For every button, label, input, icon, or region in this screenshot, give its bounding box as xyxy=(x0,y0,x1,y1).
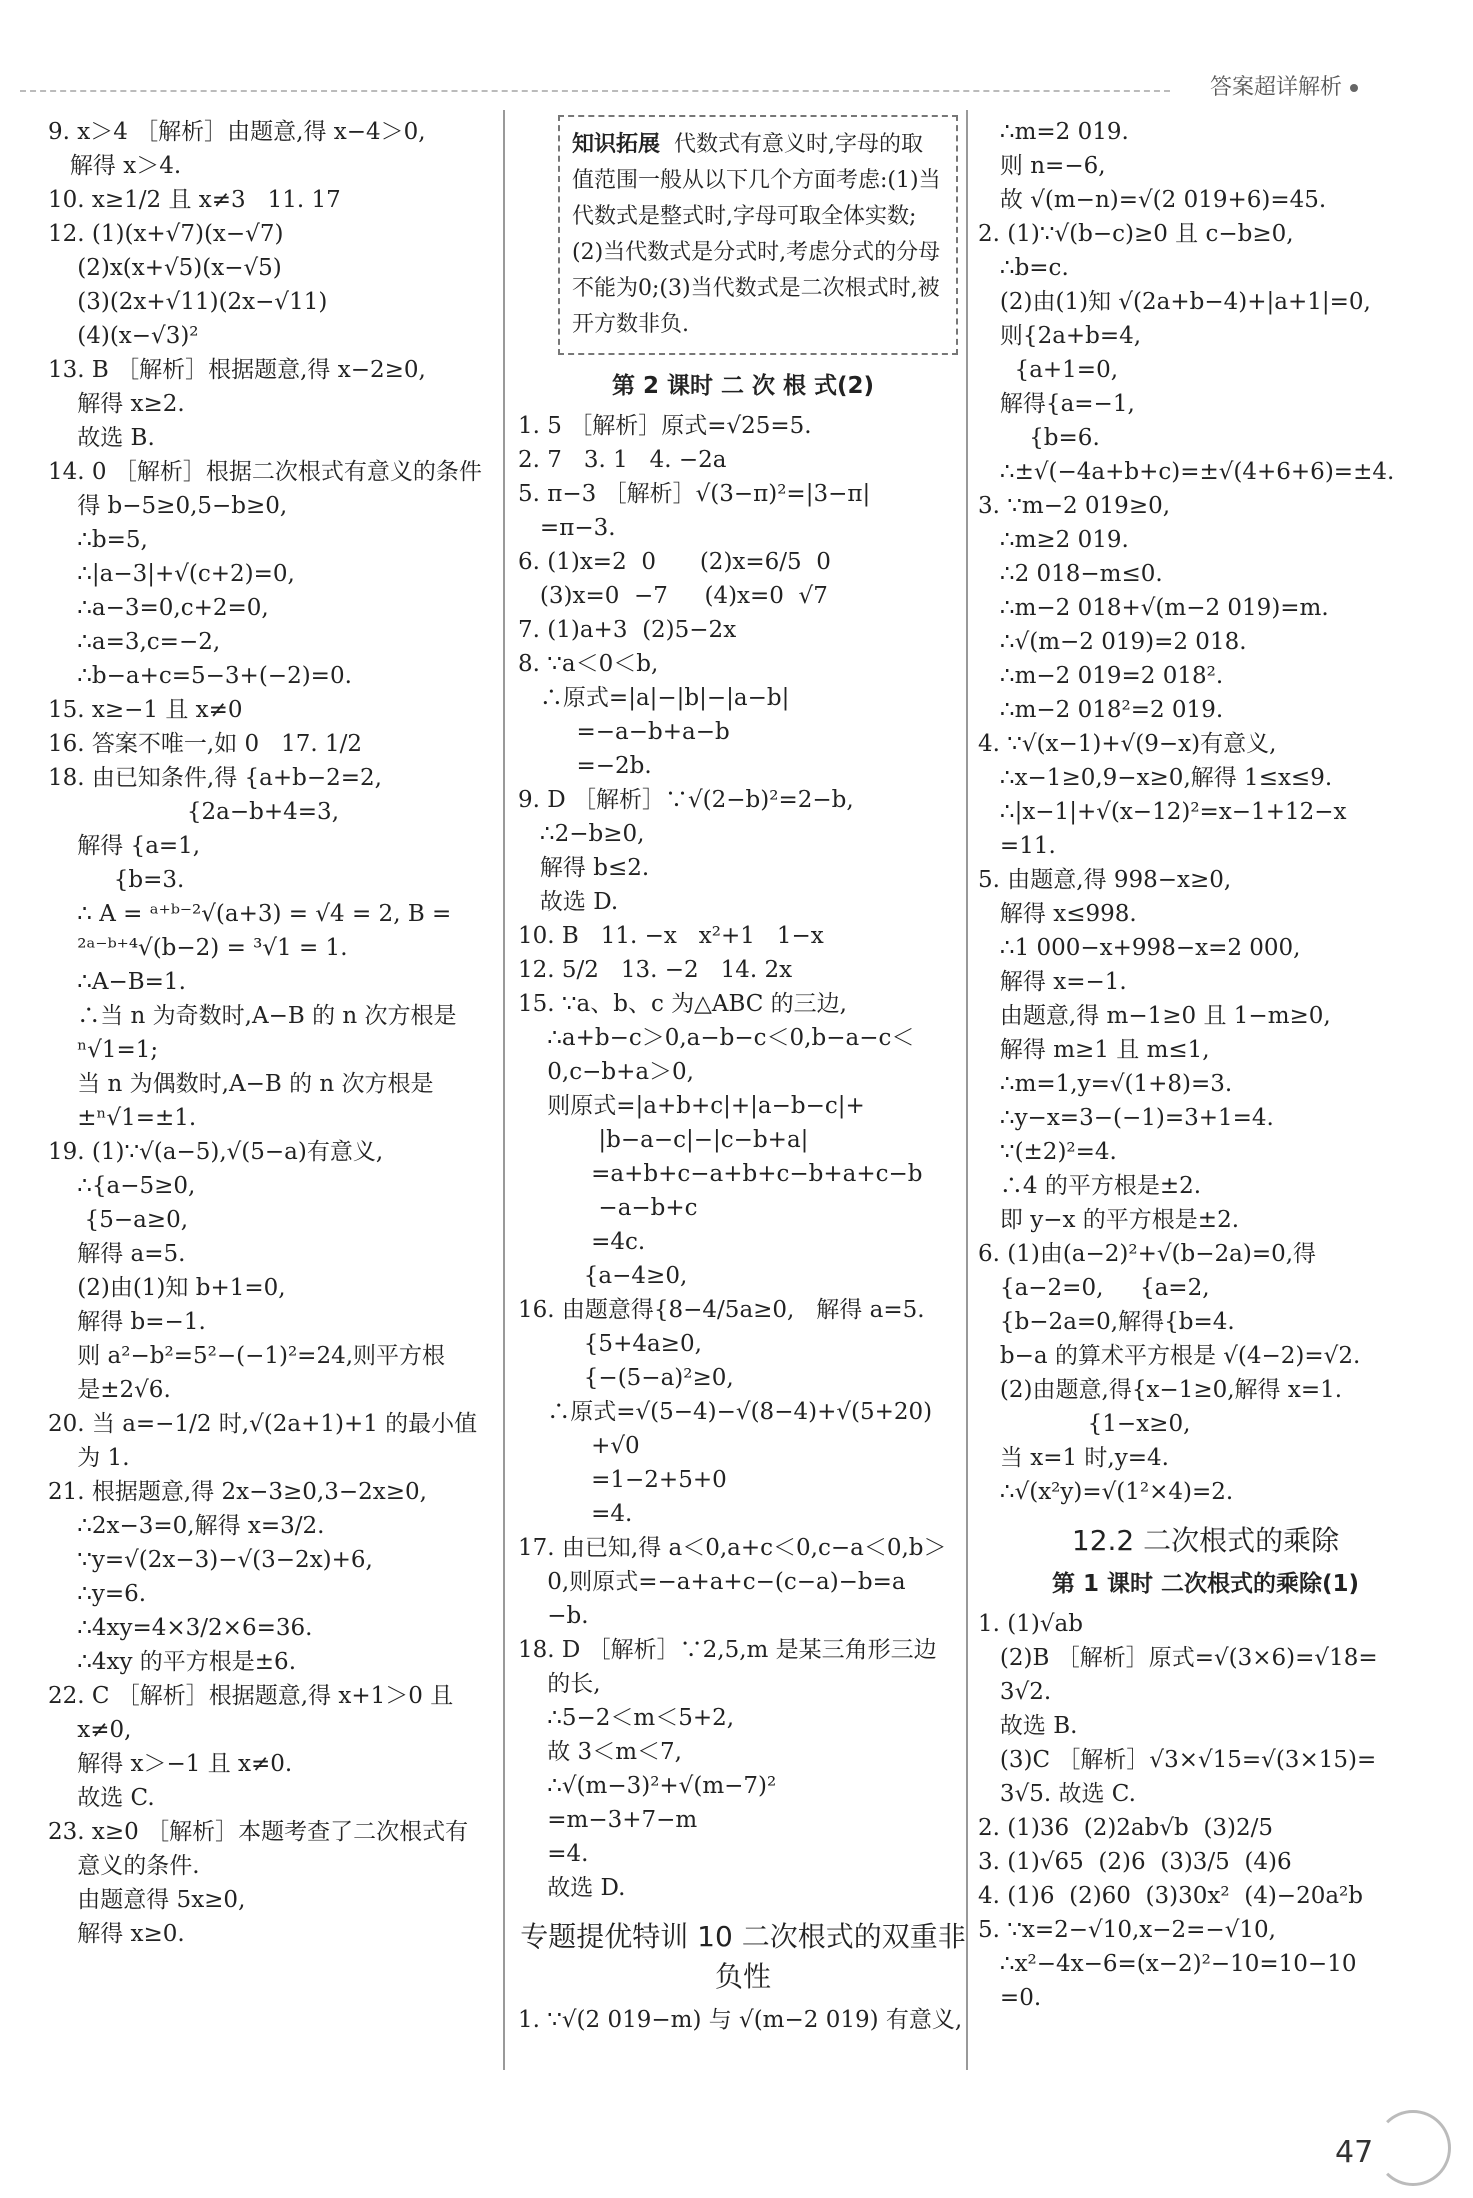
answer-line: {b=6. xyxy=(978,425,1100,451)
lesson-subtitle: 第 2 课时 二 次 根 式(2) xyxy=(611,373,875,399)
answer-column-1 xyxy=(48,115,498,1951)
answer-line: ∴√(m−3)²+√(m−7)² xyxy=(518,1773,777,1799)
answer-line: ∴|x−1|+√(x−12)²=x−1+12−x xyxy=(978,799,1347,825)
answer-line: (2)x(x+√5)(x−√5) xyxy=(48,255,282,281)
answer-line: {a−4≥0, xyxy=(518,1263,688,1289)
answer-line: 3. (1)√65 (2)6 (3)3/5 (4)6 xyxy=(978,1849,1292,1875)
answer-line: {b−2a=0,解得{b=4. xyxy=(978,1309,1235,1335)
answer-line: +√0 xyxy=(518,1433,640,1459)
knowledge-box xyxy=(558,115,958,355)
answer-line: {a+1=0, xyxy=(978,357,1119,383)
answer-line: =m−3+7−m xyxy=(518,1807,698,1833)
answer-line: 1. (1)√ab xyxy=(978,1611,1083,1637)
lesson-subtitle-2: 第 1 课时 二次根式的乘除(1) xyxy=(1051,1571,1360,1597)
answer-line: 故选 B. xyxy=(978,1713,1078,1739)
answer-line: 故选 C. xyxy=(48,1785,155,1811)
answer-line: 2. (1)∵√(b−c)≥0 且 c−b≥0, xyxy=(978,221,1294,247)
answer-line: 9. D ［解析］∵√(2−b)²=2−b, xyxy=(518,787,854,813)
column-3-lines xyxy=(978,115,1433,1509)
answer-line: (4)(x−√3)² xyxy=(48,323,199,349)
answer-line: 则原式=|a+b+c|+|a−b−c|+ xyxy=(518,1093,865,1119)
answer-line: 解得 x=−1. xyxy=(978,969,1127,995)
answer-line: =4. xyxy=(518,1501,633,1527)
answer-line: (2)由(1)知 b+1=0, xyxy=(48,1275,286,1301)
answer-line: −b. xyxy=(518,1603,589,1629)
column-2-lines xyxy=(518,409,968,1905)
answer-line: 解得{a=−1, xyxy=(978,391,1135,417)
answer-line: ±ⁿ√1=±1. xyxy=(48,1105,197,1131)
answer-line: ∴x−1≥0,9−x≥0,解得 1≤x≤9. xyxy=(978,765,1333,791)
answer-line: {2a−b+4=3, xyxy=(48,799,340,825)
answer-line: 则{2a+b=4, xyxy=(978,323,1142,349)
answer-line: ∴2x−3=0,解得 x=3/2. xyxy=(48,1513,325,1539)
answer-line: 3. ∵m−2 019≥0, xyxy=(978,493,1171,519)
answer-line: ∴a+b−c＞0,a−b−c＜0,b−a−c＜ xyxy=(518,1025,915,1051)
answer-line: 则 a²−b²=5²−(−1)²=24,则平方根 xyxy=(48,1343,446,1369)
answer-line: ∴y=6. xyxy=(48,1581,147,1607)
answer-line: 21. 根据题意,得 2x−3≥0,3−2x≥0, xyxy=(48,1479,427,1505)
answer-line: ∴a−3=0,c+2=0, xyxy=(48,595,269,621)
answer-line: ∴2 018−m≤0. xyxy=(978,561,1163,587)
answer-line: 18. 由已知条件,得 {a+b−2=2, xyxy=(48,765,382,791)
answer-line: 12. (1)(x+√7)(x−√7) xyxy=(48,221,284,247)
answer-line: 5. ∵x=2−√10,x−2=−√10, xyxy=(978,1917,1276,1943)
answer-line: ∴±√(−4a+b+c)=±√(4+6+6)=±4. xyxy=(978,459,1395,485)
answer-line: 故 3＜m＜7, xyxy=(518,1739,682,1765)
answer-line: 0,则原式=−a+a+c−(c−a)−b=a xyxy=(518,1569,906,1595)
answer-line: 解得 m≥1 且 m≤1, xyxy=(978,1037,1210,1063)
answer-line: =0. xyxy=(978,1985,1042,2011)
answer-line: 为 1. xyxy=(48,1445,130,1471)
answer-line: ∴y−x=3−(−1)=3+1=4. xyxy=(978,1105,1274,1131)
answer-line: 8. ∵a＜0＜b, xyxy=(518,651,659,677)
answer-line: 4. ∵√(x−1)+√(9−x)有意义, xyxy=(978,731,1277,757)
answer-line: 9. x＞4 ［解析］由题意,得 x−4＞0, xyxy=(48,119,426,145)
answer-line: 13. B ［解析］根据题意,得 x−2≥0, xyxy=(48,357,426,383)
answer-line: 0,c−b+a＞0, xyxy=(518,1059,694,1085)
answer-line: =11. xyxy=(978,833,1056,859)
answer-line: ∴|a−3|+√(c+2)=0, xyxy=(48,561,295,587)
answer-line: 3√5. 故选 C. xyxy=(978,1781,1136,1807)
answer-line: 则 n=−6, xyxy=(978,153,1106,179)
answer-line: 3√2. xyxy=(978,1679,1052,1705)
answer-line: 解得 x≥0. xyxy=(48,1921,185,1947)
answer-line: 16. 由题意得{8−4/5a≥0, 解得 a=5. xyxy=(518,1297,925,1323)
answer-line: (3)(2x+√11)(2x−√11) xyxy=(48,289,328,315)
knowledge-box-title: 知识拓展 xyxy=(572,132,661,157)
answer-line: 由题意得 5x≥0, xyxy=(48,1887,246,1913)
answer-line: 10. B 11. −x x²+1 1−x xyxy=(518,923,824,949)
answer-line: ⁿ√1=1; xyxy=(48,1037,159,1063)
answer-line: {b=3. xyxy=(48,867,185,893)
answer-line: 23. x≥0 ［解析］本题考查了二次根式有 xyxy=(48,1819,469,1845)
answer-line: 17. 由已知,得 a＜0,a+c＜0,c−a＜0,b＞ xyxy=(518,1535,947,1561)
answer-line: ∴x²−4x−6=(x−2)²−10=10−10 xyxy=(978,1951,1357,1977)
answer-line: 5. 由题意,得 998−x≥0, xyxy=(978,867,1232,893)
answer-line: =π−3. xyxy=(518,515,616,541)
answer-line: (3)C ［解析］√3×√15=√(3×15)= xyxy=(978,1747,1377,1773)
answer-line: x≠0, xyxy=(48,1717,132,1743)
answer-line: ∴4xy 的平方根是±6. xyxy=(48,1649,297,1675)
answer-line: 是±2√6. xyxy=(48,1377,171,1403)
answer-line: ∴b=c. xyxy=(978,255,1069,281)
answer-line: 得 b−5≥0,5−b≥0, xyxy=(48,493,288,519)
answer-line: |b−a−c|−|c−b+a| xyxy=(518,1127,809,1153)
answer-line: ∴m−2 019=2 018². xyxy=(978,663,1224,689)
answer-line: 12. 5/2 13. −2 14. 2x xyxy=(518,957,793,983)
answer-line: 解得 x＞4. xyxy=(48,153,182,179)
answer-line: 当 n 为偶数时,A−B 的 n 次方根是 xyxy=(48,1071,434,1097)
answer-line: 2. 7 3. 1 4. −2a xyxy=(518,447,727,473)
answer-line: {−(5−a)²≥0, xyxy=(518,1365,734,1391)
answer-line: {a−2=0, {a=2, xyxy=(978,1275,1210,1301)
answer-line: =a+b+c−a+b+c−b+a+c−b xyxy=(518,1161,923,1187)
answer-line: 4. (1)6 (2)60 (3)30x² (4)−20a²b xyxy=(978,1883,1363,1909)
answer-line: 18. D ［解析］∵2,5,m 是某三角形三边 xyxy=(518,1637,937,1663)
answer-line: {5−a≥0, xyxy=(48,1207,189,1233)
answer-line: 意义的条件. xyxy=(48,1853,200,1879)
page-number: 47 xyxy=(1335,2135,1374,2170)
answer-line: ∵y=√(2x−3)−√(3−2x)+6, xyxy=(48,1547,373,1573)
answer-line: ∴b−a+c=5−3+(−2)=0. xyxy=(48,663,352,689)
answer-column-2 xyxy=(518,115,968,2037)
answer-line: ∴ A = ᵃ⁺ᵇ⁻²√(a+3) = √4 = 2, B = xyxy=(48,901,452,927)
answer-line: 故选 D. xyxy=(518,889,619,915)
answer-line: 解得 x＞−1 且 x≠0. xyxy=(48,1751,293,1777)
answer-line: 1. 5 ［解析］原式=√25=5. xyxy=(518,413,812,439)
answer-line: (2)由(1)知 √(2a+b−4)+|a+1|=0, xyxy=(978,289,1371,315)
answer-line: 故选 D. xyxy=(518,1875,626,1901)
answer-line: =1−2+5+0 xyxy=(518,1467,727,1493)
answer-line: 解得 {a=1, xyxy=(48,833,201,859)
section-title: 专题提优特训 10 二次根式的双重非负性 xyxy=(520,1920,966,1993)
answer-line: 解得 x≥2. xyxy=(48,391,185,417)
answer-line: ∴√(m−2 019)=2 018. xyxy=(978,629,1247,655)
answer-line: ∴m≥2 019. xyxy=(978,527,1129,553)
answer-line: ∴√(x²y)=√(1²×4)=2. xyxy=(978,1479,1234,1505)
answer-line: 7. (1)a+3 (2)5−2x xyxy=(518,617,737,643)
answer-line: =4c. xyxy=(518,1229,646,1255)
answer-line: 的长, xyxy=(518,1671,601,1697)
answer-line: ∴m−2 018+√(m−2 019)=m. xyxy=(978,595,1329,621)
answer-line: (2)由题意,得{x−1≥0,解得 x=1. xyxy=(978,1377,1343,1403)
answer-line: 5. π−3 ［解析］√(3−π)²=|3−π| xyxy=(518,481,871,507)
answer-line: ∴b=5, xyxy=(48,527,148,553)
answer-line: 10. x≥1/2 且 x≠3 11. 17 xyxy=(48,187,341,213)
header-dot-icon xyxy=(1350,84,1358,92)
answer-line: 2. (1)36 (2)2ab√b (3)2/5 xyxy=(978,1815,1273,1841)
answer-line: =−2b. xyxy=(518,753,652,779)
answer-line: ∴1 000−x+998−x=2 000, xyxy=(978,935,1301,961)
answer-line: 6. (1)x=2 0 (2)x=6/5 0 xyxy=(518,549,831,575)
answer-line: ²ᵃ⁻ᵇ⁺⁴√(b−2) = ³√1 = 1. xyxy=(48,935,348,961)
answer-line: ∴a=3,c=−2, xyxy=(48,629,221,655)
answer-line: ∴当 n 为奇数时,A−B 的 n 次方根是 xyxy=(48,1003,457,1029)
answer-line: 15. ∵a、b、c 为△ABC 的三边, xyxy=(518,991,847,1017)
answer-line: −a−b+c xyxy=(518,1195,698,1221)
answer-line: {5+4a≥0, xyxy=(518,1331,702,1357)
answer-line: ∵(±2)²=4. xyxy=(978,1139,1117,1165)
answer-line: 16. 答案不唯一,如 0 17. 1/2 xyxy=(48,731,362,757)
answer-line: 解得 a=5. xyxy=(48,1241,186,1267)
answer-line: ∴原式=√(5−4)−√(8−4)+√(5+20) xyxy=(518,1399,933,1425)
answer-line: =−a−b+a−b xyxy=(518,719,730,745)
answer-line: b−a 的算术平方根是 √(4−2)=√2. xyxy=(978,1343,1361,1369)
column-divider-1 xyxy=(503,110,505,2070)
answer-line: ∴m−2 018²=2 019. xyxy=(978,697,1224,723)
answer-line: (3)x=0 −7 (4)x=0 √7 xyxy=(518,583,828,609)
answer-line: =4. xyxy=(518,1841,589,1867)
answer-line: ∴5−2＜m＜5+2, xyxy=(518,1705,735,1731)
answer-line: 即 y−x 的平方根是±2. xyxy=(978,1207,1240,1233)
answer-line: 故选 B. xyxy=(48,425,155,451)
column-2-tail xyxy=(518,2003,968,2037)
wave-logo-icon xyxy=(1375,2110,1451,2186)
header-title: 答案超详解析 xyxy=(1210,70,1358,101)
answer-line: ∴4 的平方根是±2. xyxy=(978,1173,1202,1199)
answer-line: 6. (1)由(a−2)²+√(b−2a)=0,得 xyxy=(978,1241,1317,1267)
answer-line: 由题意,得 m−1≥0 且 1−m≥0, xyxy=(978,1003,1331,1029)
answer-line: ∴A−B=1. xyxy=(48,969,186,995)
answer-line: (2)B ［解析］原式=√(3×6)=√18= xyxy=(978,1645,1378,1671)
answer-line: 22. C ［解析］根据题意,得 x+1＞0 且 xyxy=(48,1683,454,1709)
answer-line: ∴m=1,y=√(1+8)=3. xyxy=(978,1071,1233,1097)
answer-line: {1−x≥0, xyxy=(978,1411,1191,1437)
answer-line: 19. (1)∵√(a−5),√(5−a)有意义, xyxy=(48,1139,384,1165)
answer-line: 14. 0 ［解析］根据二次根式有意义的条件 xyxy=(48,459,482,485)
answer-line: 20. 当 a=−1/2 时,√(2a+1)+1 的最小值 xyxy=(48,1411,478,1437)
answer-column-3 xyxy=(978,115,1433,2015)
column-3-tail xyxy=(978,1607,1433,2015)
answer-line: ∴{a−5≥0, xyxy=(48,1173,196,1199)
answer-line: 当 x=1 时,y=4. xyxy=(978,1445,1169,1471)
answer-line: 解得 b=−1. xyxy=(48,1309,206,1335)
answer-line: ∴2−b≥0, xyxy=(518,821,645,847)
answer-line: 解得 x≤998. xyxy=(978,901,1137,927)
answer-line: 1. ∵√(2 019−m) 与 √(m−2 019) 有意义, xyxy=(518,2007,963,2033)
answer-line: ∴原式=|a|−|b|−|a−b| xyxy=(518,685,790,711)
header-rule xyxy=(20,90,1170,92)
section-heading: 12.2 二次根式的乘除 xyxy=(1071,1524,1340,1557)
answer-line: ∴4xy=4×3/2×6=36. xyxy=(48,1615,313,1641)
answer-line: 故 √(m−n)=√(2 019+6)=45. xyxy=(978,187,1327,213)
answer-line: ∴m=2 019. xyxy=(978,119,1129,145)
knowledge-box-text: 代数式有意义时,字母的取值范围一般从以下几个方面考虑:(1)当代数式是整式时,字母可取全体实数;(2)当代数式是分式时,考虑分式的分母不能为0;(3)当代数式是二次根式时,被开方数非负. xyxy=(572,132,941,337)
answer-line: 解得 b≤2. xyxy=(518,855,650,881)
answer-line: 15. x≥−1 且 x≠0 xyxy=(48,697,243,723)
